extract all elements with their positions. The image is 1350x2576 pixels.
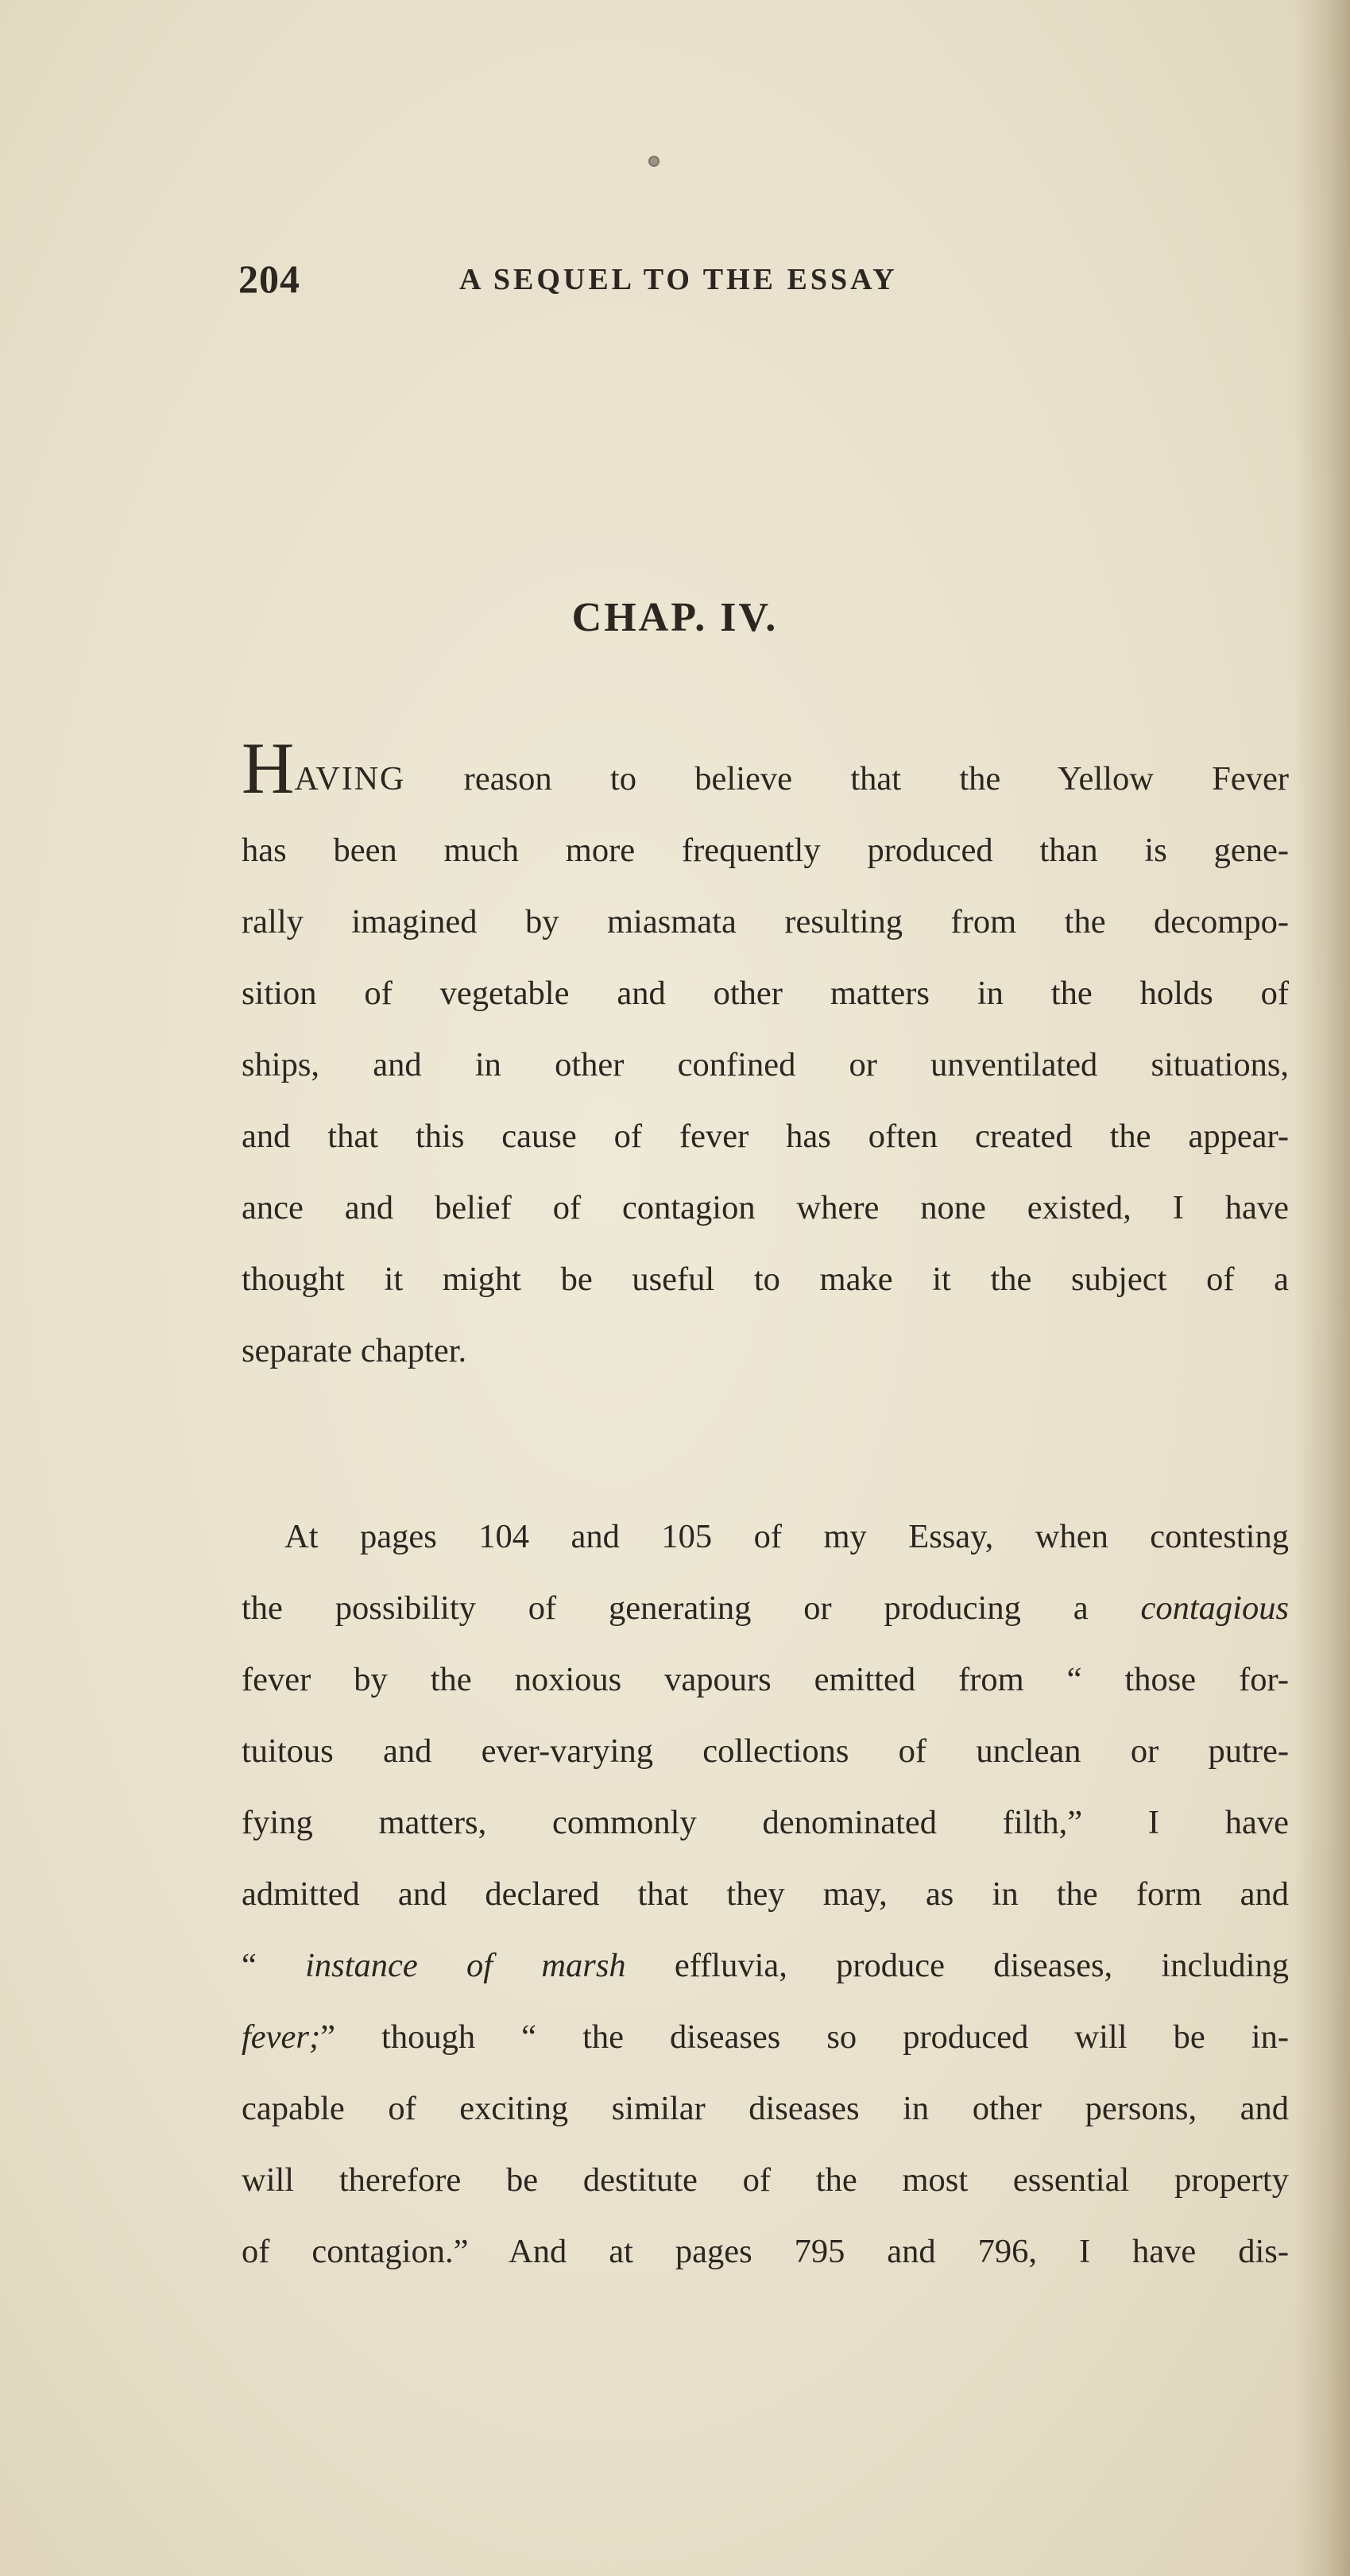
text-fragment: “	[242, 1947, 306, 1984]
italic-word: contagious	[1140, 1589, 1289, 1627]
text-line	[242, 2002, 1289, 2073]
text-line	[242, 728, 1289, 815]
text-line: ships, and in other confined or unventilated situations,	[242, 1046, 1289, 1083]
printer-mark-icon	[648, 156, 660, 167]
italic-phrase: instance of marsh	[305, 1947, 626, 1984]
paragraph-1	[242, 728, 1289, 1387]
text-line: thought it might be useful to make it the subject of a	[242, 1261, 1289, 1298]
text-line: At pages 104 and 105 of my Essay, when contesting	[284, 1518, 1289, 1555]
running-title: A SEQUEL TO THE ESSAY	[459, 263, 898, 296]
italic-word: fever;	[242, 2018, 321, 2056]
text-line: rally imagined by miasmata resulting from the decompo-	[242, 903, 1289, 940]
page-number: 204	[238, 257, 300, 301]
text-line	[242, 1573, 1289, 1644]
text-line: tuitous and ever-varying collections of unclean or putre-	[242, 1732, 1289, 1770]
text-line: sition of vegetable and other matters in the holds of	[242, 975, 1289, 1012]
page-edge-shadow	[1294, 0, 1350, 2576]
text-line: admitted and declared that they may, as in the form and	[242, 1875, 1289, 1913]
text-line: capable of exciting similar diseases in other persons, and	[242, 2090, 1289, 2127]
drop-cap: H	[242, 728, 295, 809]
text-line	[242, 1930, 1289, 2002]
text-line: fying matters, commonly denominated filth,” I have	[242, 1804, 1289, 1841]
text-line: fever by the noxious vapours emitted from “ those for-	[242, 1661, 1289, 1698]
text-line: has been much more frequently produced than is gene-	[242, 832, 1289, 869]
text-line: separate chapter.	[242, 1332, 467, 1369]
text-line: will therefore be destitute of the most essential property	[242, 2161, 1289, 2199]
paragraph-2	[242, 1501, 1289, 2288]
text-line: ance and belief of contagion where none existed, I have	[242, 1189, 1289, 1226]
text-fragment: ” though “ the diseases so produced will be in-	[320, 2018, 1289, 2056]
text-line: and that this cause of fever has often created the appear-	[242, 1118, 1289, 1155]
text-fragment: reason to believe that the Yellow Fever	[405, 760, 1289, 798]
chapter-heading: CHAP. IV.	[571, 595, 779, 640]
text-fragment: the possibility of generating or producing a	[242, 1589, 1141, 1627]
text-fragment: effluvia, produce diseases, including	[625, 1947, 1289, 1984]
small-caps-word: AVING	[294, 761, 406, 798]
running-head	[238, 256, 1081, 303]
text-line: of contagion.” And at pages 795 and 796, I have dis-	[242, 2233, 1289, 2270]
